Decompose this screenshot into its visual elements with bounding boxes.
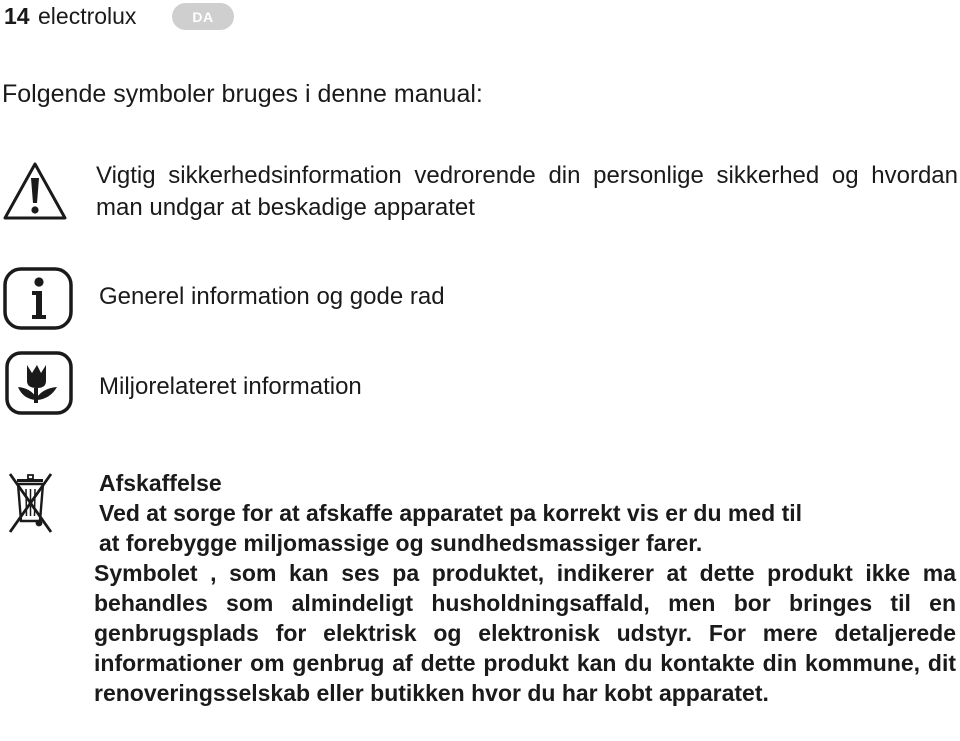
warning-symbol-description: Vigtig sikkerhedsinformation vedrorende din personlige sikkerhed og hvordan man undgar at beskadige apparatet [96, 162, 958, 221]
brand-name: electrolux [38, 3, 137, 29]
disposal-section [94, 468, 956, 708]
environment-symbol-description: Miljorelateret information [99, 373, 362, 400]
disposal-lead-line-1: Ved at sorge for at afskaffe apparatet pa korrekt vis er du med til [99, 500, 803, 526]
crossed-out-bin-icon [7, 469, 54, 536]
intro-text: Folgende symboler bruges i denne manual: [2, 80, 483, 108]
page-number: 14 [4, 3, 30, 29]
disposal-lead-line-2: at forebygge miljomassige og sundhedsmassiger farer. [99, 530, 703, 556]
warning-triangle-icon [2, 160, 68, 222]
disposal-body: Symbolet , som kan ses pa produktet, indikerer at dette produkt ikke ma behandles som almindeligt husholdningsaffald, men bor bringes til en genbrugsplads for elektrisk og elektronisk udstyr. For mere detaljerede informationer om genbrug af dette produkt kan du kontakte din kommune, dit renoveringsselskab eller butikken hvor du har kobt apparatet. [94, 560, 956, 706]
disposal-title: Afskaffelse [99, 470, 222, 496]
info-symbol-description: Generel information og gode rad [99, 283, 445, 310]
environment-flower-icon [5, 351, 73, 415]
info-icon [3, 267, 73, 330]
language-badge: DA [172, 3, 234, 30]
